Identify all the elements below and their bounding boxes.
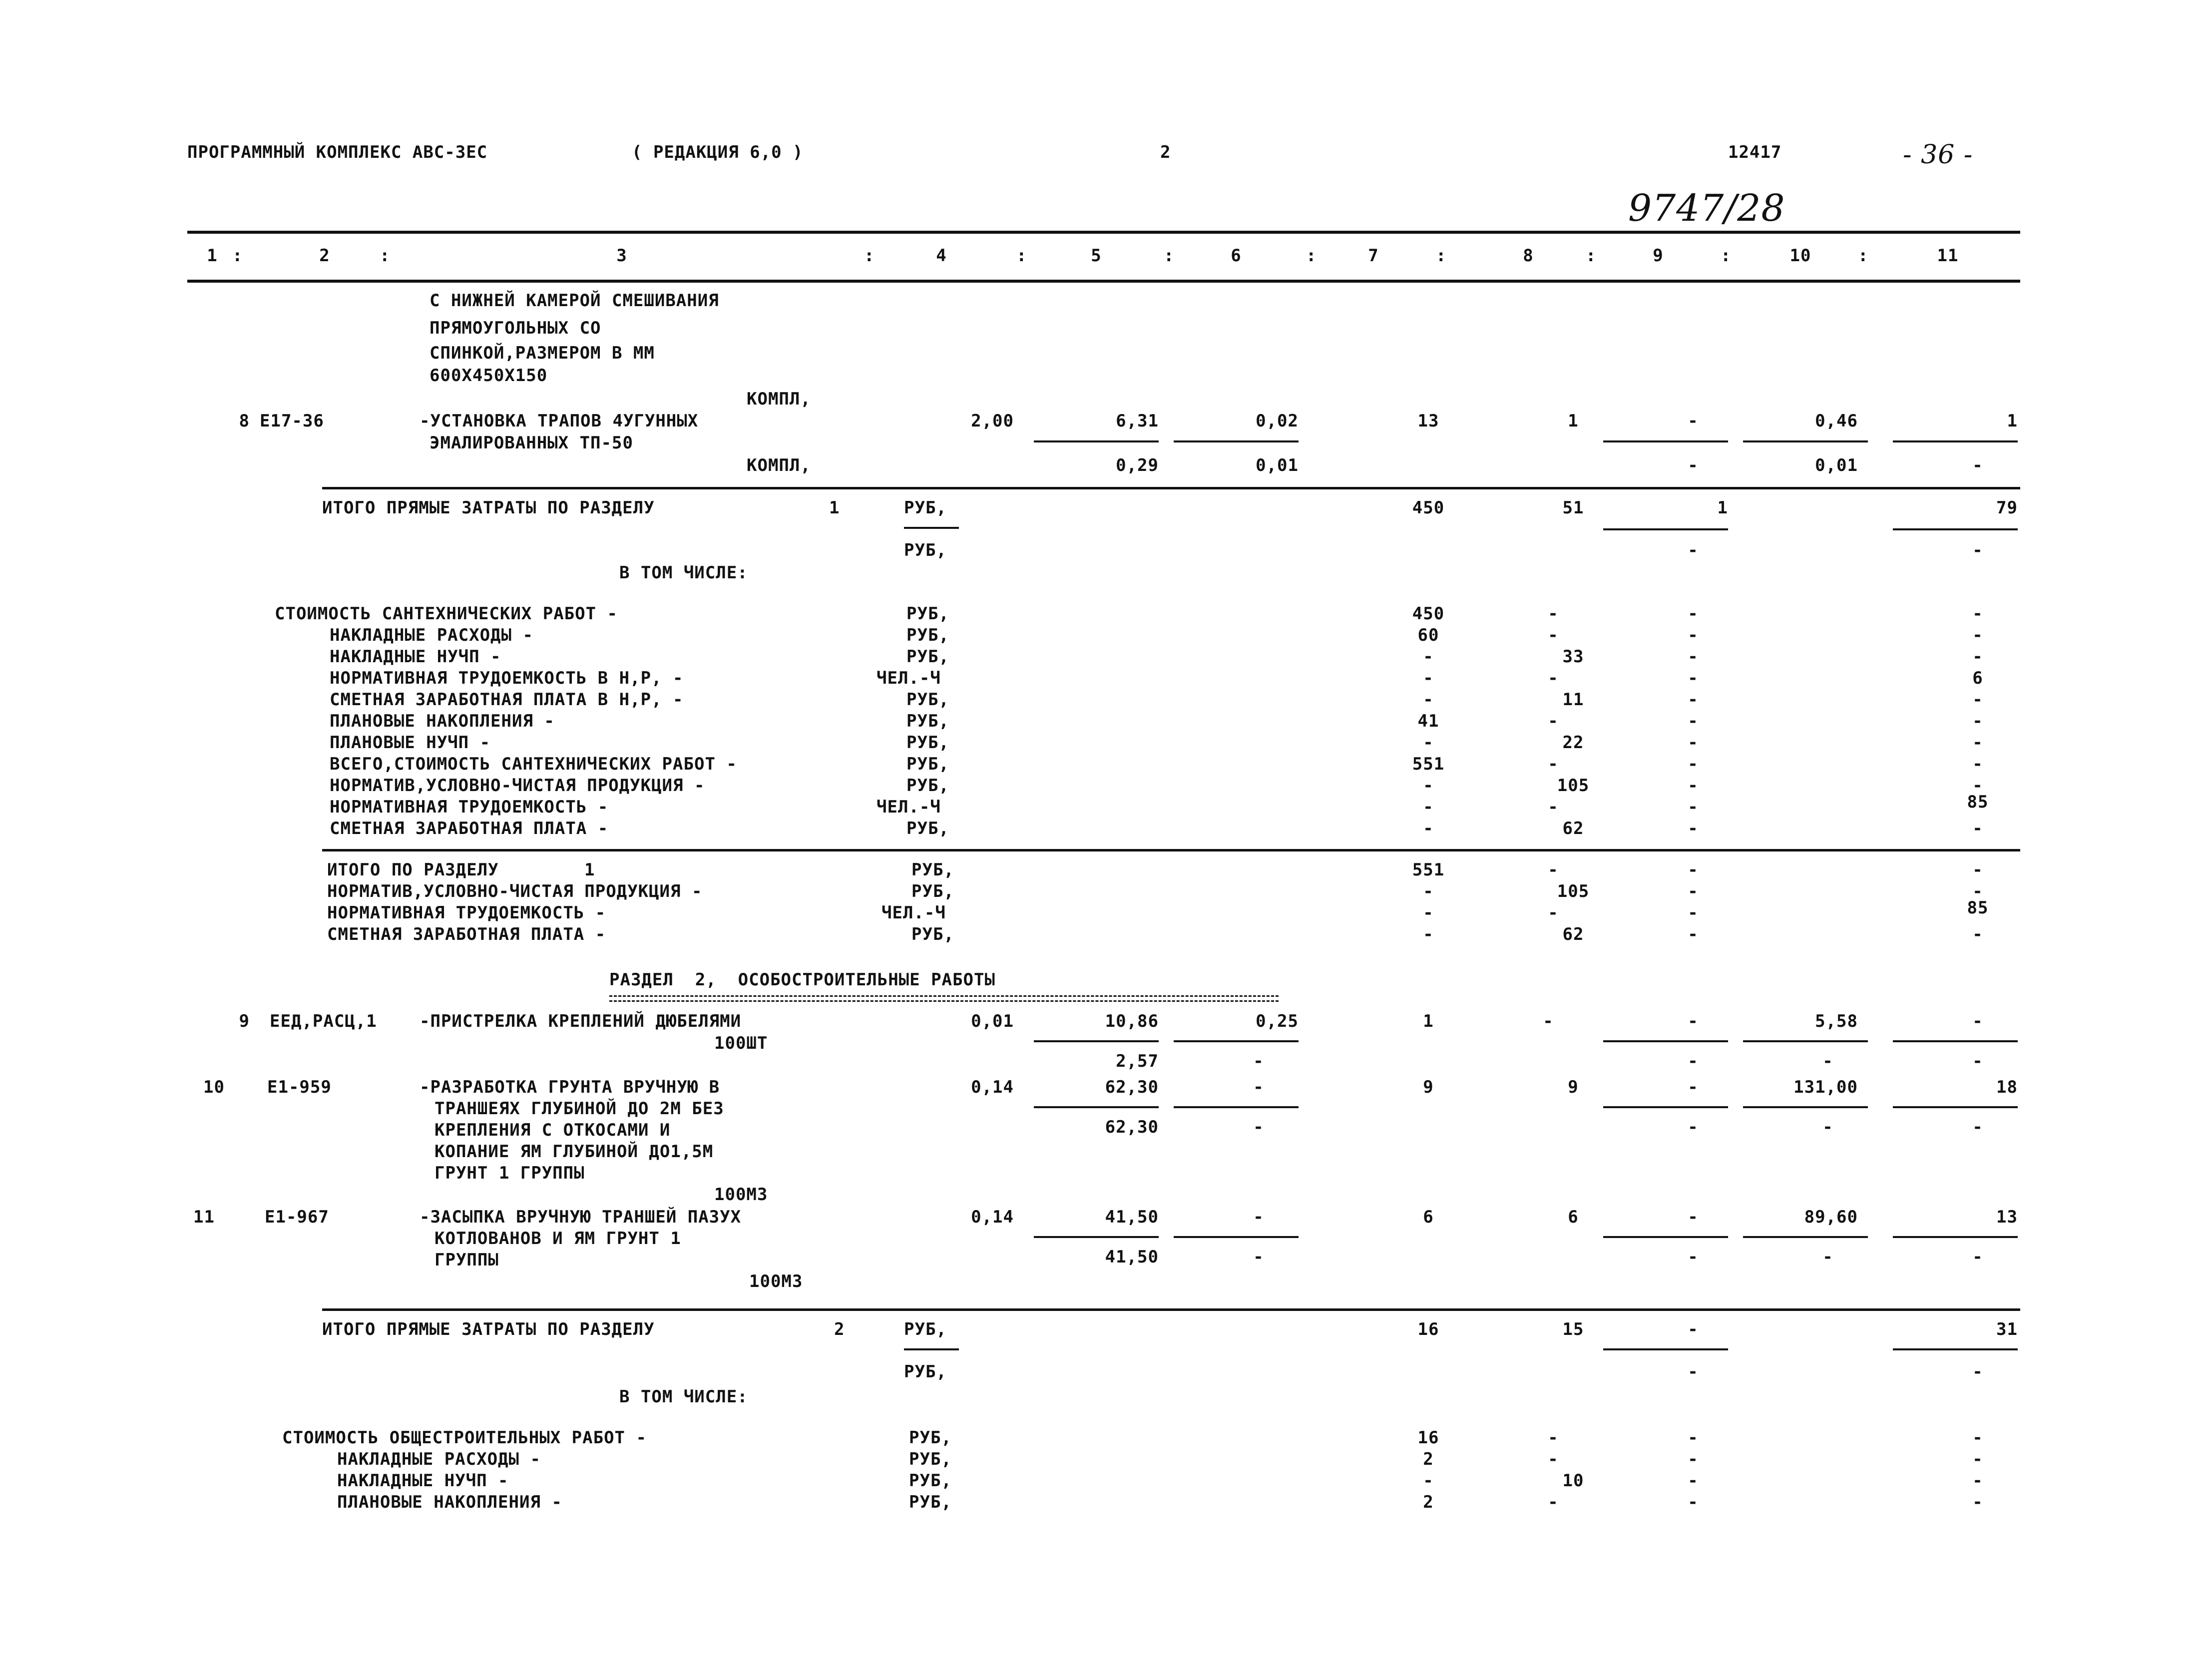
total1-label: ИТОГО ПРЯМЫЕ ЗАТРАТЫ ПО РАЗДЕЛУ <box>322 498 655 518</box>
carry-desc-line-3: СПИНКОЙ,РАЗМЕРОМ В ММ <box>430 343 655 363</box>
item10-c5-rule <box>1034 1106 1159 1108</box>
total2-c7: 16 <box>1417 1319 1439 1339</box>
item10-c6-rule <box>1174 1106 1299 1108</box>
item8-c10b: 0,01 <box>1815 455 1858 475</box>
breakdown1-unit-10: РУБ, <box>906 819 949 838</box>
item11-desc-2: КОТЛОВАНОВ И ЯМ ГРУНТ 1 <box>435 1229 681 1249</box>
summary1-label-0: ИТОГО ПО РАЗДЕЛУ <box>327 860 499 880</box>
item9-code: ЕЕД,РАСЦ,1 <box>270 1011 377 1031</box>
v-tom-chisle-1: В ТОМ ЧИСЛЕ: <box>619 563 748 583</box>
summary1-label-3: СМЕТНАЯ ЗАРАБОТНАЯ ПЛАТА - <box>327 924 606 944</box>
item11-c11: 13 <box>1996 1207 2018 1227</box>
column-header-1: 1 <box>207 246 218 266</box>
breakdown1-unit-8: РУБ, <box>906 776 949 796</box>
breakdown2-c7-3: 2 <box>1423 1492 1434 1512</box>
item9-c6-rule <box>1174 1040 1299 1042</box>
sheet-number: 2 <box>1160 142 1171 162</box>
item9-c10: 5,58 <box>1815 1011 1858 1031</box>
breakdown2-c8-dash-3: - <box>1548 1492 1559 1512</box>
breakdown1-c7-7: 551 <box>1412 754 1445 774</box>
item10-c9b: - <box>1688 1117 1699 1137</box>
breakdown2-c11-dash-3: - <box>1972 1492 1983 1512</box>
item8-c9b: - <box>1688 455 1699 475</box>
breakdown2-c7-0: 16 <box>1417 1428 1439 1448</box>
item8-c6-rule <box>1174 440 1299 442</box>
breakdown2-c9-dash-1: - <box>1688 1449 1699 1469</box>
breakdown1-c8-dash-3: - <box>1548 668 1559 688</box>
breakdown2-c8-dash-1: - <box>1548 1449 1559 1469</box>
breakdown1-c7-1: 60 <box>1417 625 1439 645</box>
breakdown1-label-7: ВСЕГО,СТОИМОСТЬ САНТЕХНИЧЕСКИХ РАБОТ - <box>330 754 737 774</box>
breakdown2-c11-dash-1: - <box>1972 1449 1983 1469</box>
item11-c5: 41,50 <box>1105 1207 1159 1227</box>
breakdown1-c11-dash-8: - <box>1972 776 1983 796</box>
breakdown1-label-0: СТОИМОСТЬ САНТЕХНИЧЕСКИХ РАБОТ - <box>275 604 618 624</box>
breakdown1-c9-dash-8: - <box>1688 776 1699 796</box>
breakdown1-c11-dash-4: - <box>1972 690 1983 710</box>
section2-double-rule-1 <box>609 995 1279 998</box>
breakdown1-c11-9: 85 <box>1967 792 1989 812</box>
carry-desc-line-4: 600Х450Х150 <box>430 366 548 386</box>
item8-c10: 0,46 <box>1815 411 1858 431</box>
summary1-c7-0: 551 <box>1412 860 1445 880</box>
item10-c10: 131,00 <box>1793 1077 1858 1097</box>
item9-c9b: - <box>1688 1051 1699 1071</box>
item9-desc: -ПРИСТРЕЛКА КРЕПЛЕНИЙ ДЮБЕЛЯМИ <box>420 1011 742 1031</box>
breakdown1-c11-dash-5: - <box>1972 711 1983 731</box>
total2-unit-b: РУБ, <box>904 1362 947 1382</box>
item10-c5: 62,30 <box>1105 1077 1159 1097</box>
header-bottom-rule <box>187 280 2020 283</box>
breakdown1-c11-dash-7: - <box>1972 754 1983 774</box>
item10-c5b: 62,30 <box>1105 1117 1159 1137</box>
item11-c6-rule <box>1174 1236 1299 1238</box>
carry-unit: КОМПЛ, <box>747 389 811 409</box>
breakdown1-c8-dash-9: - <box>1548 797 1559 817</box>
item11-c5b: 41,50 <box>1105 1247 1159 1267</box>
breakdown1-c8-dash-5: - <box>1548 711 1559 731</box>
breakdown1-c7-dash-6: - <box>1423 733 1434 753</box>
total2-unit-rule <box>904 1348 959 1350</box>
total1-c11: 79 <box>1996 498 2018 518</box>
item10-code: Е1-959 <box>267 1077 332 1097</box>
summary1-c11-dash-3: - <box>1972 924 1983 944</box>
column-header-8: 8 <box>1523 246 1534 266</box>
item10-c11: 18 <box>1996 1077 2018 1097</box>
carry-desc-line-2: ПРЯМОУГОЛЬНЫХ СО <box>430 318 601 338</box>
breakdown1-unit-9: ЧЕЛ.-Ч <box>877 797 941 817</box>
item8-c11b: - <box>1972 455 1983 475</box>
breakdown2-c7-1: 2 <box>1423 1449 1434 1469</box>
item10-c10b: - <box>1822 1117 1833 1137</box>
section2-title: РАЗДЕЛ 2, ОСОБОСТРОИТЕЛЬНЫЕ РАБОТЫ <box>609 970 995 990</box>
breakdown1-c8-dash-0: - <box>1548 604 1559 624</box>
item8-num: 8 <box>239 411 250 431</box>
summary1-c7-dash-2: - <box>1423 903 1434 923</box>
breakdown2-c8-2: 10 <box>1562 1471 1584 1491</box>
program-title: ПРОГРАММНЫЙ КОМПЛЕКС АВС-3ЕС <box>187 142 488 162</box>
item9-c10-rule <box>1743 1040 1868 1042</box>
breakdown2-c11-dash-2: - <box>1972 1471 1983 1491</box>
breakdown1-label-1: НАКЛАДНЫЕ РАСХОДЫ - <box>330 625 533 645</box>
column-separator: : <box>232 246 243 266</box>
column-separator: : <box>380 246 391 266</box>
breakdown1-c7-5: 41 <box>1417 711 1439 731</box>
item9-c6b: - <box>1253 1051 1264 1071</box>
breakdown2-unit-0: РУБ, <box>909 1428 952 1448</box>
item8-c11: 1 <box>2007 411 2018 431</box>
item8-c9: - <box>1688 411 1699 431</box>
item9-c9: - <box>1688 1011 1699 1031</box>
breakdown2-c11-dash-0: - <box>1972 1428 1983 1448</box>
breakdown2-label-0: СТОИМОСТЬ ОБЩЕСТРОИТЕЛЬНЫХ РАБОТ - <box>282 1428 647 1448</box>
breakdown1-c9-dash-2: - <box>1688 647 1699 667</box>
column-separator: : <box>864 246 875 266</box>
item8-c7: 13 <box>1417 411 1439 431</box>
column-header-9: 9 <box>1653 246 1664 266</box>
item10-desc-4: КОПАНИЕ ЯМ ГЛУБИНОЙ ДО1,5М <box>435 1142 714 1162</box>
summary1-c9-dash-1: - <box>1688 881 1699 901</box>
item10-desc-1: -РАЗРАБОТКА ГРУНТА ВРУЧНУЮ В <box>420 1077 720 1097</box>
summary1-c8-3: 62 <box>1562 924 1584 944</box>
item10-num: 10 <box>203 1077 225 1097</box>
item11-c6b: - <box>1253 1247 1264 1267</box>
column-separator: : <box>1016 246 1027 266</box>
breakdown1-c8-6: 22 <box>1562 733 1584 753</box>
item11-c9b: - <box>1688 1247 1699 1267</box>
breakdown1-label-4: СМЕТНАЯ ЗАРАБОТНАЯ ПЛАТА В Н,Р, - <box>330 690 684 710</box>
item9-c8: - <box>1543 1011 1554 1031</box>
total2-section: 2 <box>834 1319 845 1339</box>
total1-c11b: - <box>1972 540 1983 560</box>
total1-section: 1 <box>829 498 840 518</box>
total1-c7: 450 <box>1412 498 1445 518</box>
breakdown1-unit-2: РУБ, <box>906 647 949 667</box>
document-code: 12417 <box>1728 142 1782 162</box>
total1-unit-b: РУБ, <box>904 540 947 560</box>
summary1-c11-dash-1: - <box>1972 881 1983 901</box>
breakdown1-c9-dash-7: - <box>1688 754 1699 774</box>
column-header-3: 3 <box>616 246 627 266</box>
item11-c10: 89,60 <box>1804 1207 1858 1227</box>
item8-unit: КОМПЛ, <box>747 455 811 475</box>
breakdown2-unit-1: РУБ, <box>909 1449 952 1469</box>
item9-c4: 0,01 <box>971 1011 1014 1031</box>
total1-c9b: - <box>1688 540 1699 560</box>
item9-c11-rule <box>1893 1040 2018 1042</box>
item8-c6: 0,02 <box>1256 411 1299 431</box>
breakdown2-c7-dash-2: - <box>1423 1471 1434 1491</box>
total1-unit-rule <box>904 527 959 529</box>
item10-c11b: - <box>1972 1117 1983 1137</box>
item9-num: 9 <box>239 1011 250 1031</box>
total1-c9: 1 <box>1717 498 1728 518</box>
total1-c8: 51 <box>1562 498 1584 518</box>
breakdown1-label-8: НОРМАТИВ,УСЛОВНО-ЧИСТАЯ ПРОДУКЦИЯ - <box>330 776 705 796</box>
summary1-rule <box>322 849 2020 851</box>
breakdown1-unit-4: РУБ, <box>906 690 949 710</box>
item9-c11: - <box>1972 1011 1983 1031</box>
breakdown1-c7-dash-2: - <box>1423 647 1434 667</box>
total1-rule <box>322 487 2020 489</box>
item10-unit: 100М3 <box>714 1185 768 1205</box>
summary1-unit-0: РУБ, <box>911 860 954 880</box>
item8-c11-rule <box>1893 440 2018 442</box>
breakdown1-c9-dash-1: - <box>1688 625 1699 645</box>
item8-c10-rule <box>1743 440 1868 442</box>
item9-c9-rule <box>1603 1040 1728 1042</box>
column-separator: : <box>1306 246 1317 266</box>
total2-c11-rule <box>1893 1348 2018 1350</box>
item9-c7: 1 <box>1423 1011 1434 1031</box>
item11-unit: 100М3 <box>749 1271 803 1291</box>
breakdown2-c9-dash-2: - <box>1688 1471 1699 1491</box>
summary1-c11-2: 85 <box>1967 898 1989 918</box>
summary1-c8-dash-2: - <box>1548 903 1559 923</box>
breakdown1-c9-dash-4: - <box>1688 690 1699 710</box>
column-separator: : <box>1164 246 1175 266</box>
item10-c8: 9 <box>1568 1077 1579 1097</box>
breakdown1-c8-10: 62 <box>1562 819 1584 838</box>
item9-c11b: - <box>1972 1051 1983 1071</box>
breakdown1-label-6: ПЛАНОВЫЕ НУЧП - <box>330 733 491 753</box>
column-header-5: 5 <box>1091 246 1102 266</box>
breakdown1-c8-2: 33 <box>1562 647 1584 667</box>
item11-c4: 0,14 <box>971 1207 1014 1227</box>
breakdown2-unit-3: РУБ, <box>909 1492 952 1512</box>
item9-c6: 0,25 <box>1256 1011 1299 1031</box>
breakdown1-label-9: НОРМАТИВНАЯ ТРУДОЕМКОСТЬ - <box>330 797 609 817</box>
column-header-10: 10 <box>1789 246 1811 266</box>
breakdown2-label-3: ПЛАНОВЫЕ НАКОПЛЕНИЯ - <box>337 1492 562 1512</box>
item8-c9-rule <box>1603 440 1728 442</box>
breakdown2-c9-dash-0: - <box>1688 1428 1699 1448</box>
item8-c4: 2,00 <box>971 411 1014 431</box>
item10-c4: 0,14 <box>971 1077 1014 1097</box>
breakdown1-c9-dash-3: - <box>1688 668 1699 688</box>
column-header-11: 11 <box>1937 246 1959 266</box>
total2-rule <box>322 1308 2020 1311</box>
summary1-c8-1: 105 <box>1557 881 1590 901</box>
item11-c11-rule <box>1893 1236 2018 1238</box>
summary1-c7-dash-1: - <box>1423 881 1434 901</box>
column-header-6: 6 <box>1231 246 1242 266</box>
breakdown1-label-5: ПЛАНОВЫЕ НАКОПЛЕНИЯ - <box>330 711 555 731</box>
breakdown1-c9-dash-9: - <box>1688 797 1699 817</box>
item10-c10-rule <box>1743 1106 1868 1108</box>
summary1-unit-2: ЧЕЛ.-Ч <box>882 903 946 923</box>
item10-c7: 9 <box>1423 1077 1434 1097</box>
breakdown1-c8-8: 105 <box>1557 776 1590 796</box>
item8-desc-1: -УСТАНОВКА ТРАПОВ 4УГУННЫХ <box>420 411 699 431</box>
breakdown1-c11-dash-0: - <box>1972 604 1983 624</box>
summary1-c11-dash-0: - <box>1972 860 1983 880</box>
item11-c5-rule <box>1034 1236 1159 1238</box>
breakdown1-c9-dash-5: - <box>1688 711 1699 731</box>
breakdown1-c11-3: 6 <box>1972 668 1983 688</box>
total2-c8: 15 <box>1562 1319 1584 1339</box>
item9-c10b: - <box>1822 1051 1833 1071</box>
breakdown1-c7-dash-8: - <box>1423 776 1434 796</box>
v-tom-chisle-2: В ТОМ ЧИСЛЕ: <box>619 1387 748 1407</box>
summary1-sec-0: 1 <box>584 860 595 880</box>
breakdown2-unit-2: РУБ, <box>909 1471 952 1491</box>
breakdown1-c7-dash-4: - <box>1423 690 1434 710</box>
column-separator: : <box>1858 246 1869 266</box>
item11-desc-3: ГРУППЫ <box>435 1250 499 1270</box>
column-header-7: 7 <box>1368 246 1379 266</box>
item10-c6b: - <box>1253 1117 1264 1137</box>
item8-c5: 6,31 <box>1116 411 1159 431</box>
item11-c8: 6 <box>1568 1207 1579 1227</box>
total2-c9-rule <box>1603 1348 1728 1350</box>
breakdown1-c8-4: 11 <box>1562 690 1584 710</box>
breakdown1-c9-dash-10: - <box>1688 819 1699 838</box>
total1-c11-rule <box>1893 528 2018 530</box>
summary1-c8-dash-0: - <box>1548 860 1559 880</box>
item11-code: Е1-967 <box>265 1207 329 1227</box>
item11-num: 11 <box>193 1207 215 1227</box>
breakdown1-unit-7: РУБ, <box>906 754 949 774</box>
total2-label: ИТОГО ПРЯМЫЕ ЗАТРАТЫ ПО РАЗДЕЛУ <box>322 1319 655 1339</box>
item10-c11-rule <box>1893 1106 2018 1108</box>
column-separator: : <box>1586 246 1597 266</box>
breakdown1-c9-dash-0: - <box>1688 604 1699 624</box>
breakdown1-c7-dash-3: - <box>1423 668 1434 688</box>
breakdown1-c8-dash-1: - <box>1548 625 1559 645</box>
item10-desc-2: ТРАНШЕЯХ ГЛУБИНОЙ ДО 2М БЕЗ <box>435 1099 724 1119</box>
item11-c11b: - <box>1972 1247 1983 1267</box>
item8-c5b: 0,29 <box>1116 455 1159 475</box>
carry-desc-line-1: С НИЖНЕЙ КАМЕРОЙ СМЕШИВАНИЯ <box>430 291 719 311</box>
breakdown2-label-1: НАКЛАДНЫЕ РАСХОДЫ - <box>337 1449 541 1469</box>
summary1-label-2: НОРМАТИВНАЯ ТРУДОЕМКОСТЬ - <box>327 903 606 923</box>
breakdown1-c11-dash-10: - <box>1972 819 1983 838</box>
item8-c8: 1 <box>1568 411 1579 431</box>
breakdown2-c8-dash-0: - <box>1548 1428 1559 1448</box>
item9-unit: 100ШТ <box>714 1033 768 1053</box>
item11-c9: - <box>1688 1207 1699 1227</box>
breakdown1-c11-dash-1: - <box>1972 625 1983 645</box>
item10-c9-rule <box>1603 1106 1728 1108</box>
item11-c7: 6 <box>1423 1207 1434 1227</box>
breakdown1-label-10: СМЕТНАЯ ЗАРАБОТНАЯ ПЛАТА - <box>330 819 609 838</box>
item10-c6: - <box>1253 1077 1264 1097</box>
item9-c5b: 2,57 <box>1116 1051 1159 1071</box>
column-header-2: 2 <box>319 246 330 266</box>
breakdown1-unit-1: РУБ, <box>906 625 949 645</box>
breakdown1-c7-dash-10: - <box>1423 819 1434 838</box>
breakdown2-label-2: НАКЛАДНЫЕ НУЧП - <box>337 1471 509 1491</box>
page-number: - 36 - <box>1903 140 1973 170</box>
edition: ( РЕДАКЦИЯ 6,0 ) <box>632 142 804 162</box>
breakdown1-unit-0: РУБ, <box>906 604 949 624</box>
item8-desc-2: ЭМАЛИРОВАННЫХ ТП-50 <box>430 433 633 453</box>
summary1-unit-1: РУБ, <box>911 881 954 901</box>
breakdown1-c9-dash-6: - <box>1688 733 1699 753</box>
summary1-label-1: НОРМАТИВ,УСЛОВНО-ЧИСТАЯ ПРОДУКЦИЯ - <box>327 881 703 901</box>
breakdown1-label-2: НАКЛАДНЫЕ НУЧП - <box>330 647 501 667</box>
item8-c6b: 0,01 <box>1256 455 1299 475</box>
breakdown1-unit-3: ЧЕЛ.-Ч <box>877 668 941 688</box>
total2-c11: 31 <box>1996 1319 2018 1339</box>
item10-c9: - <box>1688 1077 1699 1097</box>
summary1-c7-dash-3: - <box>1423 924 1434 944</box>
summary1-c9-dash-0: - <box>1688 860 1699 880</box>
total2-c9: - <box>1688 1319 1699 1339</box>
item11-c10b: - <box>1822 1247 1833 1267</box>
header-top-rule <box>187 231 2020 234</box>
breakdown1-c7-0: 450 <box>1412 604 1445 624</box>
section2-double-rule-2 <box>609 1000 1279 1003</box>
total2-unit: РУБ, <box>904 1319 947 1339</box>
breakdown1-unit-5: РУБ, <box>906 711 949 731</box>
total1-unit: РУБ, <box>904 498 947 518</box>
breakdown1-unit-6: РУБ, <box>906 733 949 753</box>
breakdown1-c7-dash-9: - <box>1423 797 1434 817</box>
item8-code: Е17-36 <box>260 411 324 431</box>
breakdown1-c11-dash-2: - <box>1972 647 1983 667</box>
breakdown1-c11-dash-6: - <box>1972 733 1983 753</box>
item9-c5-rule <box>1034 1040 1159 1042</box>
column-header-4: 4 <box>936 246 947 266</box>
item9-c5: 10,86 <box>1105 1011 1159 1031</box>
total2-c9b: - <box>1688 1362 1699 1382</box>
breakdown1-label-3: НОРМАТИВНАЯ ТРУДОЕМКОСТЬ В Н,Р, - <box>330 668 684 688</box>
item10-desc-3: КРЕПЛЕНИЯ С ОТКОСАМИ И <box>435 1120 671 1140</box>
item11-c9-rule <box>1603 1236 1728 1238</box>
item11-c10-rule <box>1743 1236 1868 1238</box>
summary1-unit-3: РУБ, <box>911 924 954 944</box>
item10-desc-5: ГРУНТ 1 ГРУППЫ <box>435 1163 585 1183</box>
handwritten-annotation: 9747/28 <box>1628 187 1785 230</box>
item8-c5-rule <box>1034 440 1159 442</box>
column-separator: : <box>1721 246 1732 266</box>
summary1-c9-dash-2: - <box>1688 903 1699 923</box>
breakdown1-c8-dash-7: - <box>1548 754 1559 774</box>
breakdown2-c9-dash-3: - <box>1688 1492 1699 1512</box>
total1-c9-rule <box>1603 528 1728 530</box>
column-separator: : <box>1436 246 1447 266</box>
item11-c6: - <box>1253 1207 1264 1227</box>
summary1-c9-dash-3: - <box>1688 924 1699 944</box>
item11-desc-1: -ЗАСЫПКА ВРУЧНУЮ ТРАНШЕЙ ПАЗУХ <box>420 1207 742 1227</box>
total2-c11b: - <box>1972 1362 1983 1382</box>
